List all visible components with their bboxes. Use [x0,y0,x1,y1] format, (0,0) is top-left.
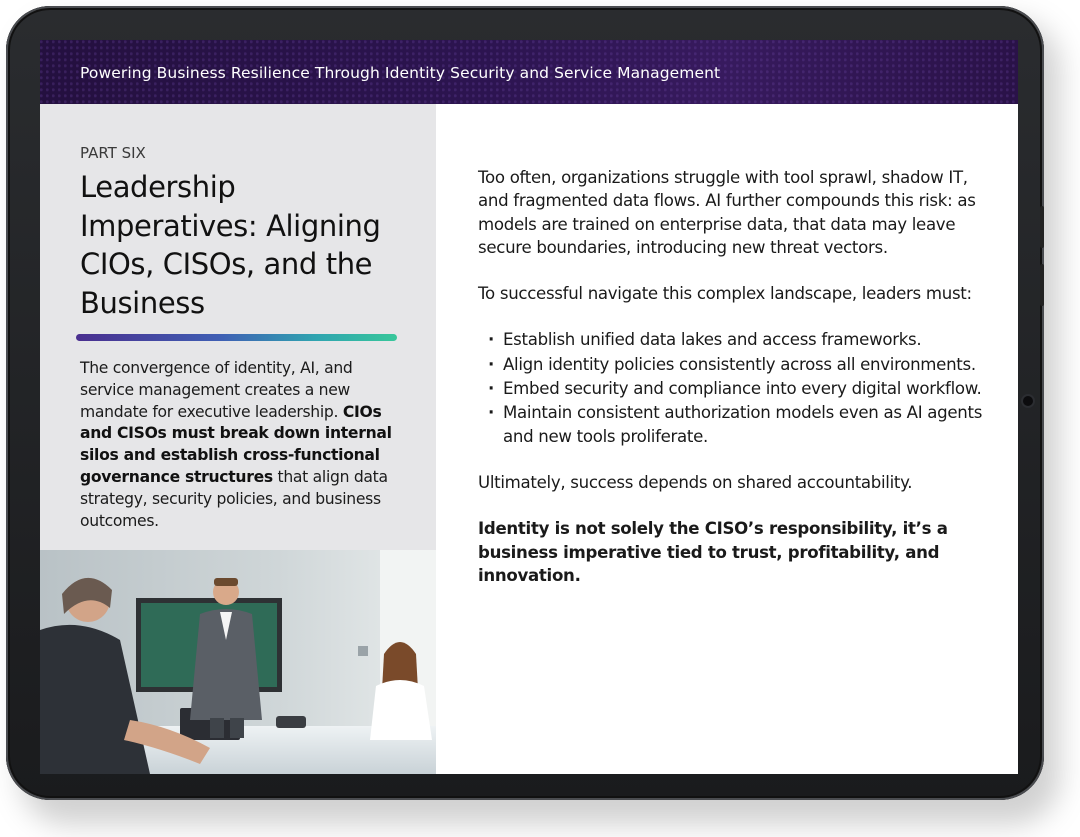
list-item: · Embed security and compliance into every digital workflow. [503,377,998,400]
intro-bold-text: CIOs and CISOs must break down internal silos and establish cross-functional governance structures [80,402,392,486]
intro-text: The convergence of identity, AI, and service management creates a new mandate for executive leadership. [80,359,353,421]
main-content [478,166,998,610]
side-button [1040,206,1044,248]
gradient-divider [76,334,397,341]
section-heading: Leadership Imperatives: Aligning CIOs, CISOs, and the Business [80,170,381,320]
action-list [478,328,998,447]
tablet-frame [6,6,1044,800]
meeting-photo [40,550,436,774]
meeting-photo-illustration [40,550,436,774]
header-title: Powering Business Resilience Through Identity Security and Service Management [80,64,721,82]
side-button [1040,264,1044,306]
list-item: · Maintain consistent authorization models even as AI agents and new tools proliferate. [503,401,998,448]
intro-paragraph [80,358,400,532]
camera-icon [1023,396,1033,406]
left-panel [40,104,436,550]
list-item: · Align identity policies consistently across all environments. [503,353,998,376]
paragraph-1: Too often, organizations struggle with tool sprawl, shadow IT, and fragmented data flows. AI further compounds this risk: as models are trained on enterprise data, that data may leave secure boundaries, introducing new threat vectors. [478,168,976,257]
part-label: PART SIX [80,144,146,162]
tablet-screen [40,40,1018,774]
list-item: · Establish unified data lakes and access frameworks. [503,328,998,351]
paragraph-3: Ultimately, success depends on shared accountability. [478,472,913,492]
paragraph-2: To successful navigate this complex landscape, leaders must: [478,284,972,304]
page-header [40,40,1018,104]
closing-statement: Identity is not solely the CISO’s responsibility, it’s a business imperative tied to trust, profitability, and innovation. [478,519,948,585]
intro-tail-text: that align data strategy, security policies, and business outcomes. [80,467,388,530]
